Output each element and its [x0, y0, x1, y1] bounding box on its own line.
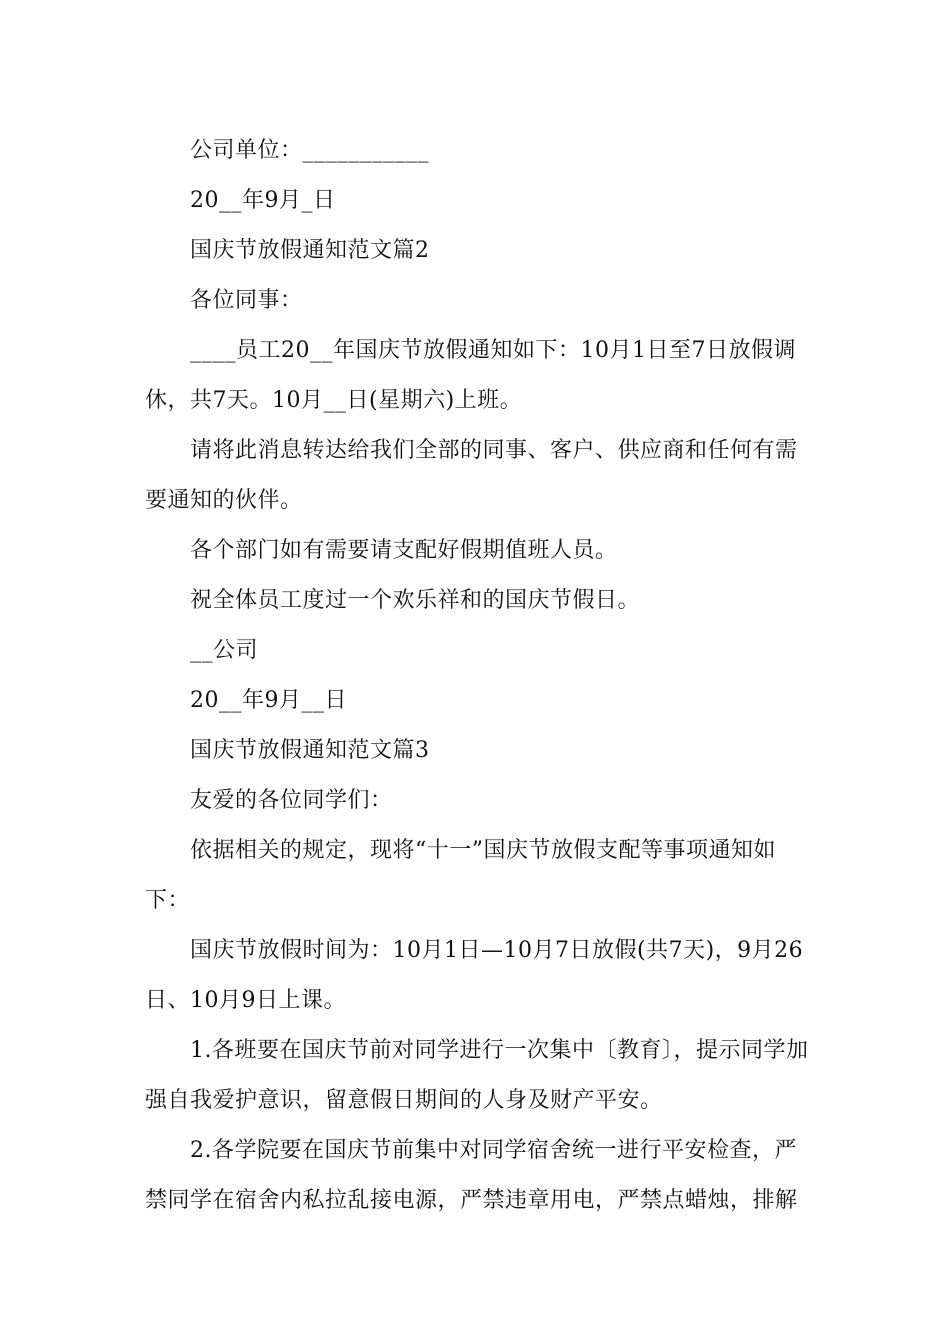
paragraph: 依据相关的规定，现将“十一”国庆节放假支配等事项通知如下：	[145, 838, 776, 913]
paragraph: 国庆节放假时间为：10月1日—10月7日放假(共7天)，9月26日、10月9日上课。	[145, 938, 804, 1013]
paragraph: 2.各学院要在国庆节前集中对同学宿舍统一进行平安检查，严禁同学在宿舍内私拉乱接电源，严禁违章用电，严禁点蜡烛，排解	[145, 1138, 798, 1213]
document-body	[145, 126, 810, 1226]
paragraph: 各个部门如有需要请支配好假期值班人员。	[190, 538, 618, 563]
section-title: 国庆节放假通知范文篇3	[190, 738, 430, 763]
paragraph: ____员工20__年国庆节放假通知如下：10月1日至7日放假调休，共7天。10月__日(星期六)上班。	[145, 338, 796, 413]
section-title: 国庆节放假通知范文篇2	[190, 238, 430, 263]
company-signature: __公司	[190, 638, 259, 663]
greeting: 各位同事：	[190, 288, 303, 313]
paragraph: 祝全体员工度过一个欢乐祥和的国庆节假日。	[190, 588, 641, 613]
company-unit-line: 公司单位：___________	[190, 138, 430, 163]
paragraph: 1.各班要在国庆节前对同学进行一次集中〔教育〕，提示同学加强自我爱护意识，留意假日期间的人身及财产平安。	[145, 1038, 809, 1113]
paragraph: 请将此消息转达给我们全部的同事、客户、供应商和任何有需要通知的伙伴。	[145, 438, 798, 513]
date-line: 20__年9月__日	[190, 688, 347, 713]
greeting: 友爱的各位同学们：	[190, 788, 393, 813]
date-line: 20__年9月_日	[190, 188, 336, 213]
